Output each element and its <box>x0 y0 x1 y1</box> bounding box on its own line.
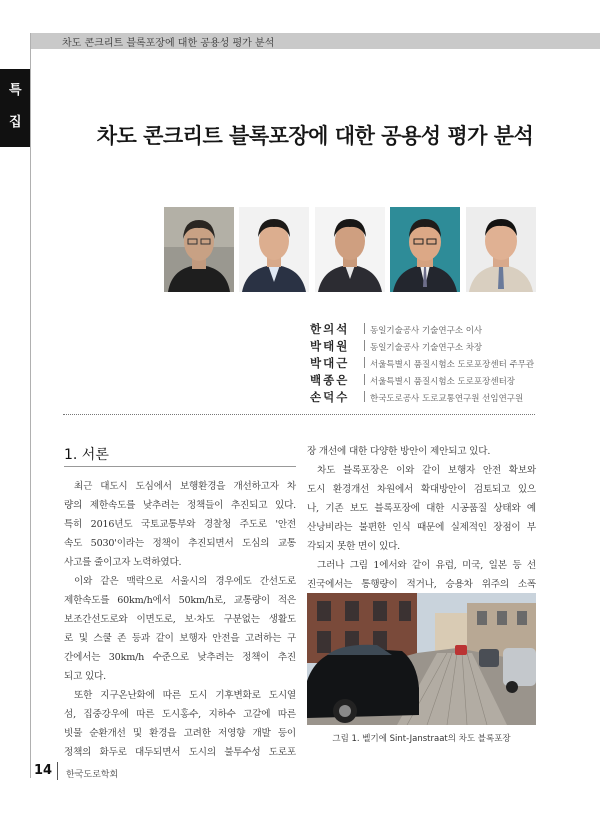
author-photo-1 <box>164 207 234 292</box>
body-line: 또한 지구온난화에 따른 도시 기후변화로 도시열 <box>74 690 296 701</box>
body-line: 사고를 줄이고자 노력하였다. <box>64 557 182 568</box>
author-entry <box>310 318 534 335</box>
body-line: 나, 기존 보도 블록포장에 대한 시공품질 상태와 예 <box>307 503 536 514</box>
body-line: 이와 같은 맥락으로 서울시의 경우에도 간선도로 <box>74 576 296 587</box>
body-line: 량의 제한속도를 낮추려는 정책들이 추진되고 있다. <box>64 500 296 511</box>
section-underline <box>64 466 296 467</box>
body-line: 제한속도를 60km/h에서 50km/h로, 교통량이 적은 <box>64 595 296 606</box>
figure-caption: 그림 1. 벨기에 Sint-Janstraat의 차도 블록포장 <box>332 734 511 744</box>
author-name: 한의석 <box>310 322 350 336</box>
body-line: 최근 대도시 도심에서 보행환경을 개선하고자 차 <box>74 481 296 492</box>
author-entry <box>310 369 534 386</box>
author-name: 손덕수 <box>310 390 350 404</box>
body-line: 섬, 집중강우에 따른 도시홍수, 지하수 고갈에 따른 <box>64 709 296 720</box>
journal-name: 한국도로학회 <box>66 770 119 780</box>
author-photo-5 <box>466 207 536 292</box>
side-tab-char-1: 특 <box>9 83 22 98</box>
body-column-right <box>307 442 536 594</box>
author-entry <box>310 386 534 403</box>
author-name: 백종은 <box>310 373 350 387</box>
body-column-left <box>64 477 296 762</box>
body-line: 정책의 화두로 대두되면서 도시의 불투수성 도로포 <box>64 747 296 758</box>
figure-photo-street <box>307 593 536 725</box>
body-line: 보조간선도로와 이면도로, 보·차도 구분없는 생활도 <box>64 614 296 625</box>
special-issue-tab <box>0 69 30 147</box>
running-header-title: 차도 콘크리트 블록포장에 대한 공용성 평가 분석 <box>62 38 275 49</box>
body-line: 장 개선에 대한 다양한 방안이 제안되고 있다. <box>307 446 491 457</box>
author-affiliation: 동일기술공사 기술연구소 이사 <box>370 326 483 336</box>
body-line: 산낭비라는 불편한 인식 때문에 실제적인 장점이 부 <box>307 522 536 533</box>
author-name: 박태원 <box>310 339 350 353</box>
author-affiliation: 동일기술공사 기술연구소 차장 <box>370 343 483 353</box>
footer-divider <box>57 762 58 780</box>
body-line: 특히 2016년도 국토교통부와 경찰청 주도로 '안전 <box>64 519 296 530</box>
author-photo-4 <box>390 207 460 292</box>
article-title: 차도 콘크리트 블록포장에 대한 공용성 평가 분석 <box>96 124 534 148</box>
body-line: 속도 5030'이라는 정책이 추진되면서 도심의 교통 <box>64 538 296 549</box>
body-line: 간에서는 30km/h 수준으로 낮추려는 정책이 추진 <box>64 652 296 663</box>
section-heading: 1. 서론 <box>64 447 109 463</box>
body-line: 차도 블록포장은 이와 같이 보행자 안전 확보와 <box>317 465 536 476</box>
body-line: 로 및 스쿨 존 등과 같이 보행자 안전을 고려하는 구 <box>64 633 296 644</box>
page-number: 14 <box>34 763 53 778</box>
author-affiliation: 서울특별시 품질시험소 도로포장센터장 <box>370 377 515 387</box>
author-entry <box>310 352 534 369</box>
side-tab-char-2: 집 <box>9 115 22 130</box>
body-line: 빗물 순환개선 및 환경을 고려한 저영향 개발 등이 <box>64 728 296 739</box>
author-affiliation: 서울특별시 품질시험소 도로포장센터 주무관 <box>370 360 535 370</box>
author-entry <box>310 335 534 352</box>
body-line: 각되지 못한 면이 있다. <box>307 541 401 552</box>
body-line: 도시 환경개선 차원에서 확대방안이 검토되고 있으 <box>307 484 536 495</box>
body-line: 되고 있다. <box>64 671 106 682</box>
author-name: 박대근 <box>310 356 350 370</box>
author-photo-2 <box>239 207 309 292</box>
author-photo-3 <box>315 207 385 292</box>
dotted-divider <box>63 414 535 415</box>
author-list <box>310 318 534 403</box>
body-line: 진국에서는 통행량이 적거나, 승용차 위주의 소폭 <box>307 579 536 590</box>
body-line: 그러나 그림 1에서와 같이 유럽, 미국, 일본 등 선 <box>317 560 536 571</box>
author-affiliation: 한국도로공사 도로교통연구원 선임연구원 <box>370 394 524 404</box>
